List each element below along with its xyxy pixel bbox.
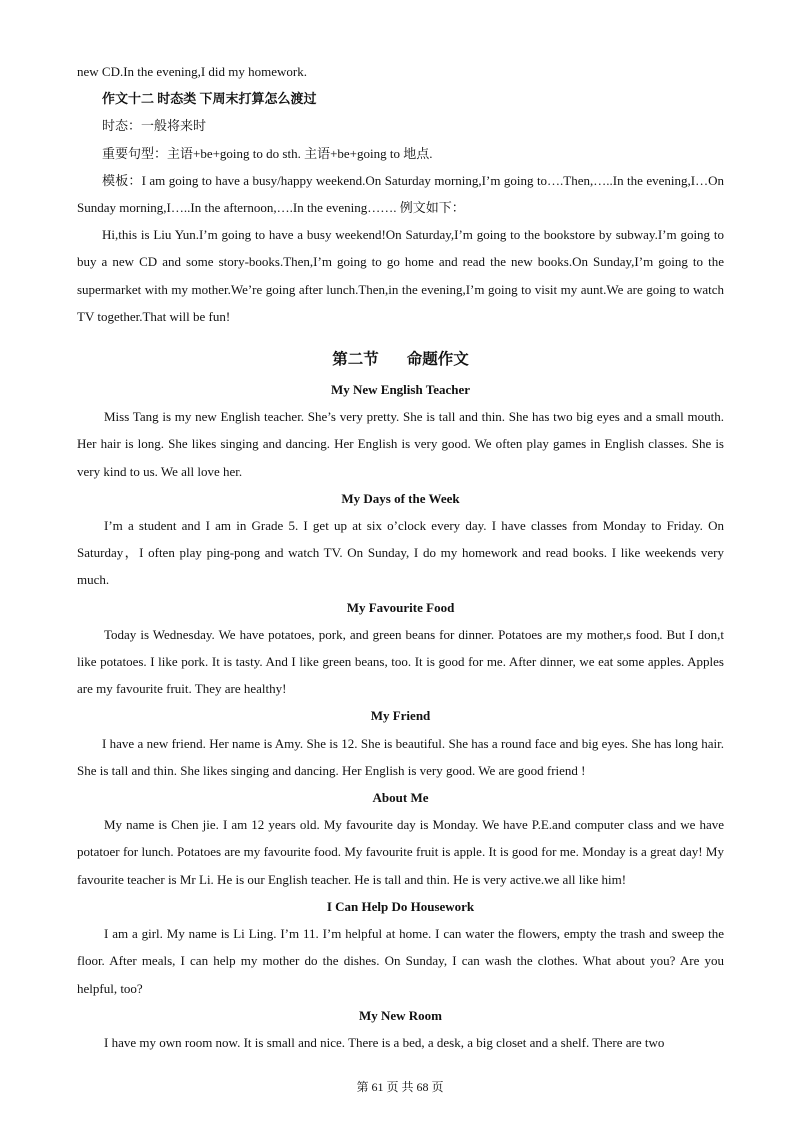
section-number: 第二节 [332, 351, 379, 369]
essay [77, 1002, 724, 1056]
example-paragraph: Hi,this is Liu Yun.I’m going to have a busy weekend!On Saturday,I’m going to the bookstore by subway.I’m going to buy a new CD and some story-books.Then,I’m going to go home and read the new books.On Sunday,I’m going to the supermarket with my mother.We’re going after lunch.Then,in the evening,I’m going to visit my aunt.We are going to watch TV together.That will be fun! [77, 227, 724, 324]
essay [77, 702, 724, 784]
essay [77, 893, 724, 1002]
essay-title: I Can Help Do Housework [326, 898, 475, 914]
essay [77, 376, 724, 485]
tense-line: 时态：一般将来时 [102, 118, 207, 134]
essay [77, 594, 724, 703]
essay-title: My Friend [370, 708, 431, 724]
essay-12-heading: 作文十二 时态类 下周末打算怎么渡过 [102, 91, 317, 107]
section-name: 命题作文 [406, 351, 469, 369]
essay-title: About Me [372, 790, 429, 806]
essay-body: I’m a student and I am in Grade 5. I get up at six o’clock every day. I have classes from Monday to Friday. On Saturday，I often play ping-pong and watch TV. On Sunday, I do my homework and read books. I like weekends very much. [77, 518, 724, 588]
document-page [77, 58, 724, 1056]
essay-body: I have my own room now. It is small and nice. There is a bed, a desk, a big closet and a shelf. There are two [104, 1034, 665, 1050]
section-heading [77, 344, 724, 376]
essay-title: My New English Teacher [330, 382, 471, 398]
essay-body: I am a girl. My name is Li Ling. I’m 11. I’m helpful at home. I can water the flowers, empty the trash and sweep the floor. After meals, I can help my mother do the dishes. On Sunday, I can wash the clothes. What about you? Are you helpful, too? [77, 926, 724, 996]
essay [77, 784, 724, 893]
essay-body: Today is Wednesday. We have potatoes, pork, and green beans for dinner. Potatoes are my mother,s food. But I don,t like potatoes. I like pork. It is tasty. And I like green beans, too. It is good for me. After dinner, we eat some apples. Apples are my favourite fruit. They are healthy! [77, 626, 724, 697]
essay-title: My Days of the Week [341, 490, 460, 506]
essay-title: My Favourite Food [346, 599, 455, 615]
sentence-pattern-line: 重要句型：主语+be+going to do sth. 主语+be+going to 地点. [102, 145, 433, 161]
template-line: 模板：I am going to have a busy/happy weekend.On Saturday morning,I’m going to….Then,…..In the evening,I…On Sunday morning,I…..In the afternoon,….In the evening……. 例文如下： [77, 172, 724, 216]
essay-body: I have a new friend. Her name is Amy. She is 12. She is beautiful. She has a round face and big eyes. She has long hair. She is tall and thin. She likes singing and dancing. Her English is very good. We are good friend ! [77, 735, 724, 778]
page-number-footer: 第 61 页 共 68 页 [356, 1080, 444, 1094]
continuation-text: new CD.In the evening,I did my homework. [77, 64, 307, 79]
essay-body: Miss Tang is my new English teacher. She’s very pretty. She is tall and thin. She has two big eyes and a small mouth. Her hair is long. She likes singing and dancing. Her English is very good. We often play games in English classes. She is very kind to us. We all love her. [77, 409, 724, 479]
essay-title: My New Room [358, 1007, 443, 1023]
essay [77, 485, 724, 594]
essay-body: My name is Chen jie. I am 12 years old. My favourite day is Monday. We have P.E.and computer class and we have potatoer for lunch. Potatoes are my favourite food. My favourite fruit is apple. It is good for me. Monday is a great day! My favourite teacher is Mr Li. He is our English teacher. He is tall and thin. He is very active.we all like him! [77, 817, 724, 887]
